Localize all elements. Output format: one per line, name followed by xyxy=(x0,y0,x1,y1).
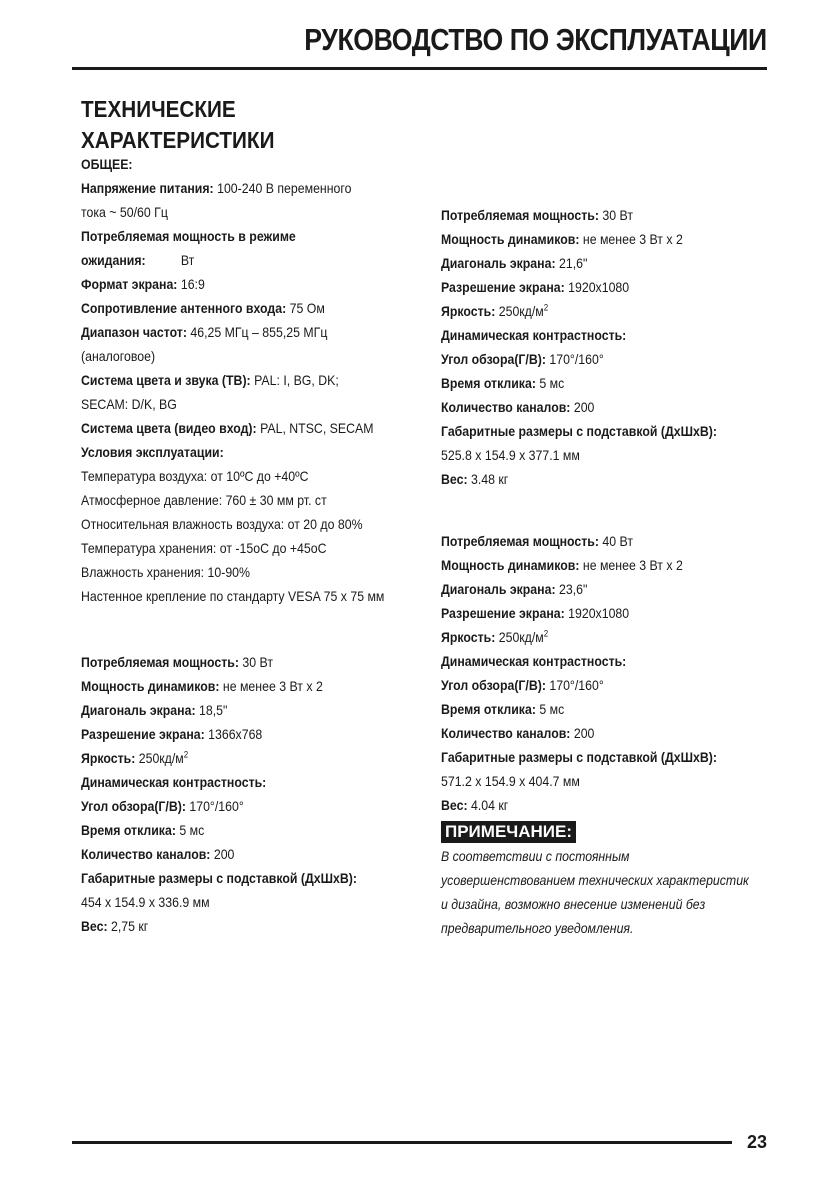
note-line: усовершенствованием технических характеристик xyxy=(441,872,749,888)
spec-label: Яркость: xyxy=(441,629,496,645)
spec-value: 16:9 xyxy=(180,276,205,292)
note-line: и дизайна, возможно внесение изменений без xyxy=(441,896,706,912)
superscript: 2 xyxy=(543,302,549,313)
spec-value: 21,6" xyxy=(558,255,588,271)
spec-value: 200 xyxy=(573,725,595,741)
section-title xyxy=(81,94,405,156)
condition-line: Относительная влажность воздуха: от 20 до 80% xyxy=(81,516,363,532)
spec-value: не менее 3 Вт х 2 xyxy=(582,231,683,247)
spec-label: Диапазон частот: xyxy=(81,324,187,340)
spec-value: PAL, NTSC, SECAM xyxy=(260,420,374,436)
spec-value: 2,75 кг xyxy=(110,918,149,934)
spec-value: 3.48 кг xyxy=(470,471,509,487)
spec-label: Напряжение питания: xyxy=(81,180,214,196)
footer-rule xyxy=(72,1141,732,1144)
left-column xyxy=(81,152,431,938)
spec-label: Время отклика: xyxy=(441,701,536,717)
spec-label: Вес: xyxy=(441,797,468,813)
spec-label: Время отклика: xyxy=(441,375,536,391)
right-column xyxy=(441,203,786,940)
spec-label: Диагональ экрана: xyxy=(81,702,196,718)
spec-label: Угол обзора(Г/В): xyxy=(441,351,546,367)
spec-weight xyxy=(441,793,745,817)
spec-diagonal xyxy=(81,698,389,722)
spec-tv-color-cont: SECAM: D/K, BG xyxy=(81,396,177,412)
spec-power xyxy=(441,203,745,227)
spec-value: 250кд/м xyxy=(498,629,544,645)
spec-channels xyxy=(81,842,389,866)
spec-resolution xyxy=(441,601,745,625)
spec-dimensions-label: Габаритные размеры с подставкой (ДхШхВ): xyxy=(441,423,717,439)
condition-line: Температура хранения: от -15оС до +45оС xyxy=(81,540,327,556)
note-label: ПРИМЕЧАНИЕ: xyxy=(441,821,576,843)
spec-value: 1920х1080 xyxy=(568,605,630,621)
spec-label: Мощность динамиков: xyxy=(441,557,580,573)
spec-standby-label: Потребляемая мощность в режиме xyxy=(81,228,296,244)
spec-weight xyxy=(81,914,389,938)
section-title-line-2: ХАРАКТЕРИСТИКИ xyxy=(81,127,275,153)
spec-label: Мощность динамиков: xyxy=(441,231,580,247)
spec-brightness xyxy=(81,746,389,770)
spec-dimensions-label: Габаритные размеры с подставкой (ДхШхВ): xyxy=(81,870,357,886)
spec-label: ожидания: xyxy=(81,252,146,268)
spec-dimensions: 571.2 x 154.9 x 404.7 мм xyxy=(441,773,580,789)
spec-contrast: Динамическая контрастность: xyxy=(441,327,627,343)
spec-resolution xyxy=(81,722,389,746)
spec-value: 200 xyxy=(213,846,235,862)
spec-format xyxy=(81,272,389,296)
spec-label: Яркость: xyxy=(81,750,136,766)
spec-resolution xyxy=(441,275,745,299)
spec-value: не менее 3 Вт х 2 xyxy=(582,557,683,573)
spec-value: не менее 3 Вт х 2 xyxy=(222,678,323,694)
spec-label: Количество каналов: xyxy=(81,846,211,862)
spec-label: Формат экрана: xyxy=(81,276,178,292)
spec-value: 75 Ом xyxy=(289,300,325,316)
spec-weight xyxy=(441,467,745,491)
spec-power xyxy=(441,529,745,553)
note-line: предварительного уведомления. xyxy=(441,920,634,936)
spec-label: Потребляемая мощность: xyxy=(441,207,599,223)
spec-power xyxy=(81,650,389,674)
spec-label: Диагональ экрана: xyxy=(441,255,556,271)
spec-frequency-cont: (аналоговое) xyxy=(81,348,156,364)
spec-brightness xyxy=(441,625,745,649)
spec-standby xyxy=(81,248,389,272)
spec-label: Разрешение экрана: xyxy=(441,279,565,295)
header-rule xyxy=(72,67,767,70)
spec-value: 30 Вт xyxy=(242,654,273,670)
spec-value: 1920х1080 xyxy=(568,279,630,295)
spec-contrast: Динамическая контрастность: xyxy=(81,774,267,790)
spec-speakers xyxy=(441,553,745,577)
spec-channels xyxy=(441,721,745,745)
spec-frequency xyxy=(81,320,389,344)
spec-value: 5 мс xyxy=(179,822,205,838)
spec-angle xyxy=(441,347,745,371)
spec-value: 100-240 В переменного xyxy=(217,180,352,196)
spec-label: Разрешение экрана: xyxy=(81,726,205,742)
spec-voltage xyxy=(81,176,389,200)
spec-label: Количество каналов: xyxy=(441,725,571,741)
page-header-title: РУКОВОДСТВО ПО ЭКСПЛУАТАЦИИ xyxy=(304,22,767,57)
spec-label: Вес: xyxy=(441,471,468,487)
condition-line: Атмосферное давление: 760 ± 30 мм рт. ст xyxy=(81,492,327,508)
spec-channels xyxy=(441,395,745,419)
spec-label: Количество каналов: xyxy=(441,399,571,415)
spec-value: Вт xyxy=(180,252,195,268)
spec-value: 40 Вт xyxy=(602,533,633,549)
spec-label: Угол обзора(Г/В): xyxy=(441,677,546,693)
spec-value: 5 мс xyxy=(539,375,565,391)
spec-value: 4.04 кг xyxy=(470,797,509,813)
spec-label: Время отклика: xyxy=(81,822,176,838)
spec-response xyxy=(441,371,745,395)
spec-value: 200 xyxy=(573,399,595,415)
spec-value: 5 мс xyxy=(539,701,565,717)
section-title-line-1: ТЕХНИЧЕСКИЕ xyxy=(81,96,236,122)
spec-label: Потребляемая мощность: xyxy=(81,654,239,670)
condition-line: Влажность хранения: 10-90% xyxy=(81,564,250,580)
spec-value: 250кд/м xyxy=(138,750,184,766)
spec-label: Сопротивление антенного входа: xyxy=(81,300,287,316)
spec-tv-color xyxy=(81,368,389,392)
superscript: 2 xyxy=(543,628,549,639)
spec-speakers xyxy=(81,674,389,698)
note-text xyxy=(441,844,786,940)
spec-response xyxy=(81,818,389,842)
superscript: 2 xyxy=(183,749,189,760)
spec-value: 170°/160° xyxy=(549,351,604,367)
spec-value: PAL: I, BG, DK; xyxy=(254,372,339,388)
spec-dimensions: 454 x 154.9 x 336.9 мм xyxy=(81,894,210,910)
condition-line: Настенное крепление по стандарту VESA 75 x 75 мм xyxy=(81,588,385,604)
spec-label: Система цвета (видео вход): xyxy=(81,420,257,436)
spec-dimensions-label: Габаритные размеры с подставкой (ДхШхВ): xyxy=(441,749,717,765)
general-heading: ОБЩЕЕ: xyxy=(81,156,133,172)
spec-angle xyxy=(81,794,389,818)
spec-label: Вес: xyxy=(81,918,108,934)
model-3-specs xyxy=(441,529,786,817)
spec-value: 46,25 МГц – 855,25 МГц xyxy=(190,324,328,340)
spec-contrast: Динамическая контрастность: xyxy=(441,653,627,669)
spec-label: Яркость: xyxy=(441,303,496,319)
spec-video-color xyxy=(81,416,389,440)
spec-value: 30 Вт xyxy=(602,207,633,223)
condition-line: Температура воздуха: от 10ºС до +40ºС xyxy=(81,468,309,484)
spec-label: Мощность динамиков: xyxy=(81,678,220,694)
model-2-specs xyxy=(441,203,786,491)
spec-label: Диагональ экрана: xyxy=(441,581,556,597)
spec-value: 1366х768 xyxy=(208,726,263,742)
page-number: 23 xyxy=(746,1132,767,1152)
spec-antenna xyxy=(81,296,389,320)
model-1-specs xyxy=(81,650,431,938)
spec-value: 170°/160° xyxy=(549,677,604,693)
spec-label: Потребляемая мощность: xyxy=(441,533,599,549)
spec-diagonal xyxy=(441,251,745,275)
spec-value: 250кд/м xyxy=(498,303,544,319)
spec-value: 170°/160° xyxy=(189,798,244,814)
spec-brightness xyxy=(441,299,745,323)
note-line: В соответствии с постоянным xyxy=(441,848,630,864)
spec-diagonal xyxy=(441,577,745,601)
spec-value: 18,5" xyxy=(198,702,228,718)
spec-speakers xyxy=(441,227,745,251)
spec-response xyxy=(441,697,745,721)
spec-label: Разрешение экрана: xyxy=(441,605,565,621)
spec-conditions-label: Условия эксплуатации: xyxy=(81,444,224,460)
spec-value: 23,6" xyxy=(558,581,588,597)
spec-label: Система цвета и звука (ТВ): xyxy=(81,372,251,388)
spec-voltage-cont: тока ~ 50/60 Гц xyxy=(81,204,168,220)
spec-angle xyxy=(441,673,745,697)
spec-label: Угол обзора(Г/В): xyxy=(81,798,186,814)
spec-dimensions: 525.8 x 154.9 x 377.1 мм xyxy=(441,447,580,463)
